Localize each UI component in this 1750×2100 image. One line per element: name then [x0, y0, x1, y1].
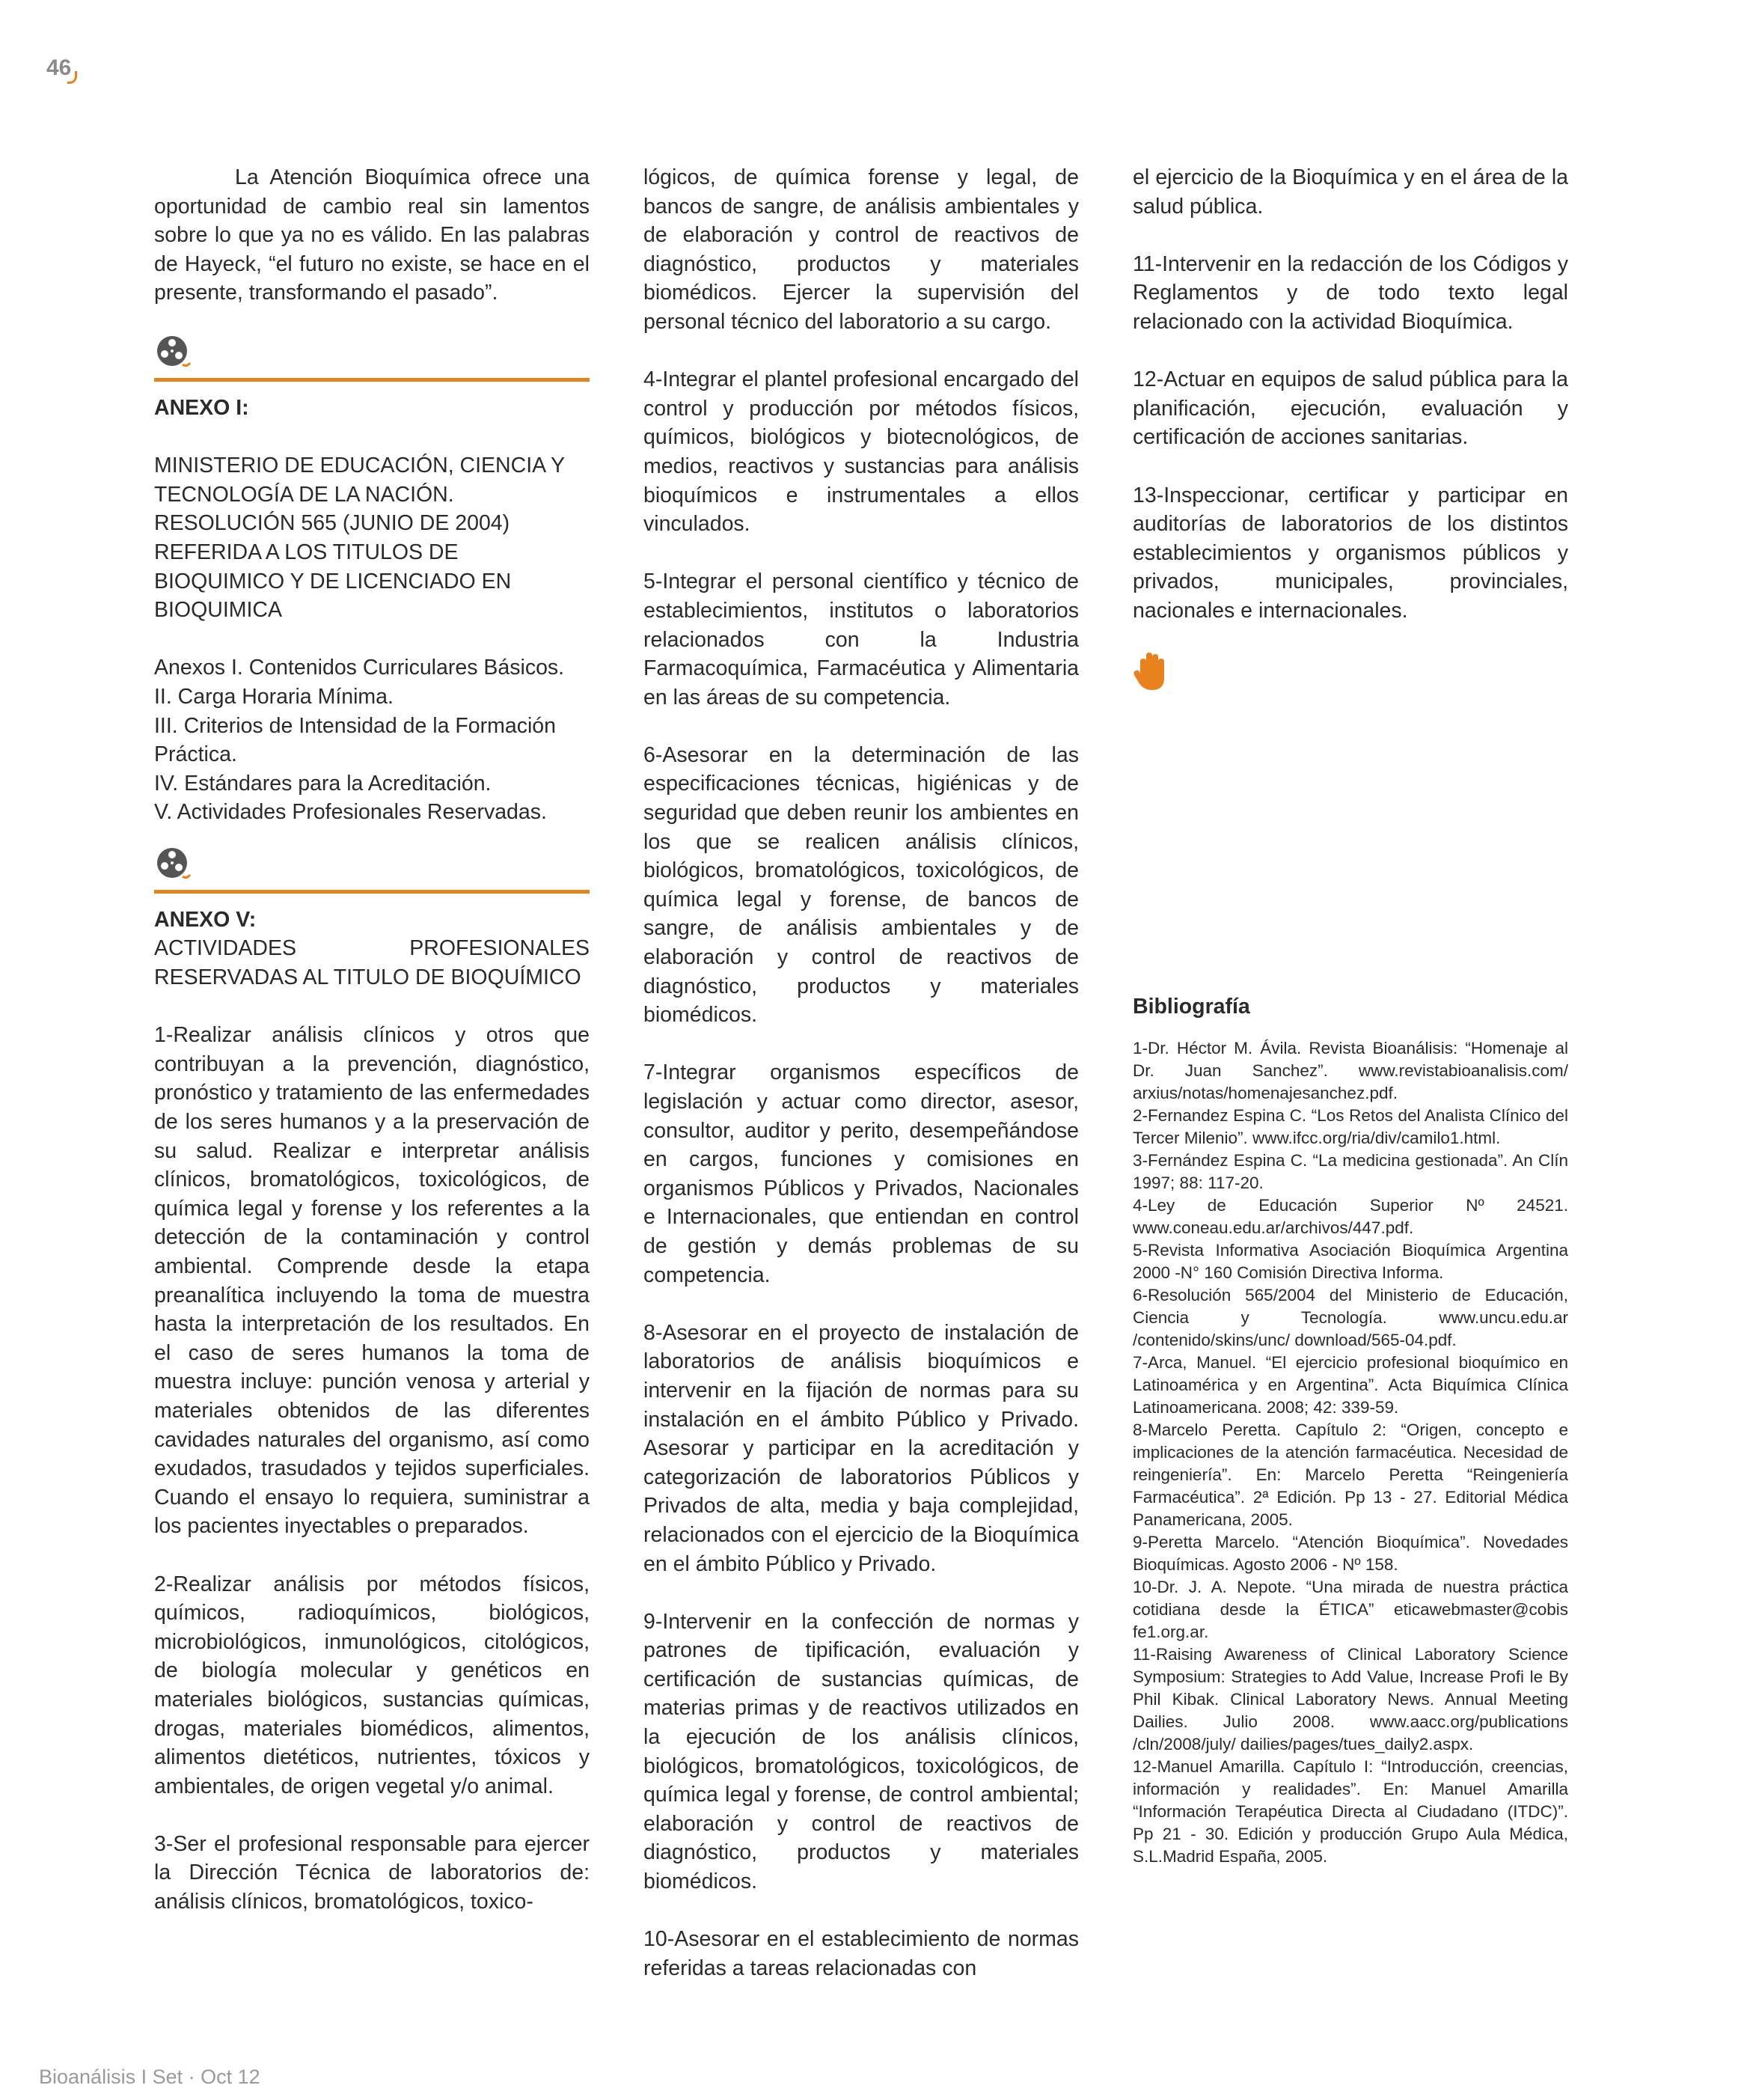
bibliography-entry: 5-Revista Informativa Asociación Bioquímica Argentina 2000 -N° 160 Comisión Directiva Informa.: [1133, 1240, 1568, 1282]
annex-list-item: V. Actividades Profesionales Reservadas.: [154, 800, 547, 825]
bibliography-entry: 9-Peretta Marcelo. “Atención Bioquímica”. Novedades Bioquímicas. Agosto 2006 - Nº 158.: [1133, 1532, 1568, 1574]
activity-item-12: 12-Actuar en equipos de salud pública para la planificación, ejecución, evaluación y certificación de acciones sanitarias.: [1133, 367, 1568, 450]
annex-list-item: II. Carga Horaria Mínima.: [154, 684, 394, 709]
activity-item-6: 6-Asesorar en la determinación de las especificaciones técnicas, higiénicas y de seguridad que deben reunir los ambientes en los que se realicen análisis clínicos, biológicos, bromatológicos, toxicológicos, de química legal y forense, de bancos de sangre, de análisis ambientales y de elaboración y control de reactivos de diagnóstico, productos y materiales biomédicos.: [643, 742, 1079, 1028]
bibliography-entry: 1-Dr. Héctor M. Ávila. Revista Bioanálisis: “Homenaje al Dr. Juan Sanchez”. www.revistabioanalisis.com/ arxius/notas/homenajesanchez.pdf.: [1133, 1038, 1568, 1102]
bibliography-entry: 7-Arca, Manuel. “El ejercicio profesional bioquímico en Latinoamérica y en Argentina”. Acta Biquímica Clínica Latinoamericana. 2008; 42: 339-59.: [1133, 1352, 1568, 1417]
film-reel-icon: [156, 846, 192, 882]
activity-item-8: 8-Asesorar en el proyecto de instalación de laboratorios de análisis bioquímicos e intervenir en la fijación de normas para su instalación en el ámbito Público y Privado. Asesorar y participar en la acreditación y categorización de laboratorios Públicos y Privados de alta, media y baja complejidad, relacionados con el ejercicio de la Bioquímica en el ámbito Público y Privado.: [643, 1320, 1079, 1576]
activity-item-4: 4-Integrar el plantel profesional encargado del control y producción por métodos físicos, químicos, biológicos y biotecnológicos, de medios, reactivos y sustancias para análisis bioquímicos e instrumentales a ellos vinculados.: [643, 367, 1079, 537]
column-3: [1133, 163, 1568, 1868]
column-1: [154, 163, 590, 1917]
section-divider-1: [154, 329, 590, 378]
annex-list: [154, 653, 590, 827]
activity-item-10-start: 10-Asesorar en el establecimiento de normas referidas a tareas relacionadas con: [643, 1927, 1079, 1980]
column-2: [643, 163, 1079, 1983]
page-number: 46: [46, 55, 72, 80]
bibliography-entry: 11-Raising Awareness of Clinical Laboratory Science Symposium: Strategies to Add Value, Increase Profi le By Phil Kibak. Clinical Laboratory News. Annual Meeting Dailies. Julio 2008. www.aacc.org/publications /cln/2008/july/ dailies/pages/tues_daily2.aspx.: [1133, 1644, 1568, 1753]
bibliography-entry: 4-Ley de Educación Superior Nº 24521. www.coneau.edu.ar/archivos/447.pdf.: [1133, 1195, 1568, 1237]
orange-rule: [154, 890, 590, 894]
annex-1-title: ANEXO I:: [154, 395, 249, 420]
annex-list-item: III. Criterios de Intensidad de la Formación Práctica.: [154, 713, 557, 767]
annex-list-item: IV. Estándares para la Acreditación.: [154, 771, 492, 796]
activity-item-2: 2-Realizar análisis por métodos físicos, químicos, radioquímicos, biológicos, microbiológicos, inmunológicos, citológicos, de biología molecular y genéticos en materiales biológicos, sustancias químicas, drogas, materiales biomédicos, alimentos, alimentos dietéticos, nutrientes, tóxicos y ambientales, de origen vegetal y/o animal.: [154, 1572, 590, 1798]
hand-icon: [1133, 651, 1169, 692]
annex-5-title: ANEXO V:: [154, 907, 257, 932]
bibliography-list: [1133, 1037, 1568, 1868]
intro-paragraph: La Atención Bioquímica ofrece una oportunidad de cambio real sin lamentos sobre lo que ya no es válido. En las palabras de Hayeck, “el futuro no existe, se hace en el presente, transformando el pasado”.: [154, 165, 590, 305]
bibliography-entry: 2-Fernandez Espina C. “Los Retos del Analista Clínico del Tercer Milenio”. www.ifcc.org/ria/div/camilo1.html.: [1133, 1105, 1568, 1147]
activity-item-11: 11-Intervenir en la redacción de los Códigos y Reglamentos y de todo texto legal relacionado con la actividad Bioquímica.: [1133, 251, 1568, 334]
orange-rule: [154, 378, 590, 382]
activity-item-1: 1-Realizar análisis clínicos y otros que contribuyan a la prevención, diagnóstico, pronóstico y tratamiento de las enfermedades de los seres humanos y a la preservación de su salud. Realizar e interpretar análisis clínicos, bromatológicos, toxicológicos, de química legal y forense y los referentes a la detección de la contaminación y control ambiental. Comprende desde la etapa preanalítica incluyendo la toma de muestra hasta la interpretación de los resultados. En el caso de seres humanos la toma de muestra incluye: punción venosa y arterial y materiales obtenidos de las diferentes cavidades naturales del organismo, así como exudados, trasudados y tejidos superficiales. Cuando el ensayo lo requiera, suministrar a los pacientes inyectables o preparados.: [154, 1023, 590, 1539]
activity-item-5: 5-Integrar el personal científico y técnico de establecimientos, institutos o laboratorios relacionados con la Industria Farmacoquímica, Farmacéutica y Alimentaria en las áreas de su competencia.: [643, 570, 1079, 709]
annex-list-item: Anexos I. Contenidos Curriculares Básicos.: [154, 656, 565, 680]
bibliography-title: Bibliografía: [1133, 994, 1250, 1019]
bibliography-entry: 3-Fernández Espina C. “La medicina gestionada”. An Clín 1997; 88: 117-20.: [1133, 1150, 1568, 1192]
bibliography-entry: 10-Dr. J. A. Nepote. “Una mirada de nuestra práctica cotidiana desde la ÉTICA” eticawebmaster@cobis fe1.org.ar.: [1133, 1577, 1568, 1641]
activity-item-9: 9-Intervenir en la confección de normas y patrones de tipificación, evaluación y certificación de sustancias químicas, de materias primas y de reactivos utilizados en la ejecución de los análisis clínicos, biológicos, bromatológicos, toxicológicos, de química legal y forense, de control ambiental; elaboración y control de reactivos de diagnóstico, productos y materiales biomédicos.: [643, 1609, 1079, 1894]
bibliography-entry: 12-Manuel Amarilla. Capítulo I: “Introducción, creencias, información y realidades”. En: Manuel Amarilla “Información Terapéutica Directa al Ciudadano (ITDC)”. Pp 21 - 30. Edición y producción Grupo Aula Médica, S.L.Madrid España, 2005.: [1133, 1756, 1568, 1866]
footer-publication: Bioanálisis I Set · Oct 12: [39, 2066, 260, 2088]
film-reel-icon: [156, 335, 192, 370]
activity-item-3-end: lógicos, de química forense y legal, de bancos de sangre, de análisis ambientales y de elaboración y control de reactivos de diagnóstico, productos y materiales biomédicos. Ejercer la supervisión del personal técnico del laboratorio a su cargo.: [643, 165, 1079, 334]
activity-item-7: 7-Integrar organismos específicos de legislación y actuar como director, asesor, consultor, auditor y perito, desempeñándose en cargos, funciones y comisiones en organismos Públicos y Privados, Nacionales e Internacionales, que entiendan en control de gestión y demás problemas de su competencia.: [643, 1060, 1079, 1287]
annex-1-ministry: MINISTERIO DE EDUCACIÓN, CIENCIA Y TECNOLOGÍA DE LA NACIÓN. RESOLUCIÓN 565 (JUNIO DE 2004) REFERIDA A LOS TITULOS DE BIOQUIMICO Y DE LICENCIADO EN BIOQUIMICA: [154, 454, 565, 623]
activity-item-10-end: el ejercicio de la Bioquímica y en el área de la salud pública.: [1133, 165, 1568, 219]
bibliography-entry: 6-Resolución 565/2004 del Ministerio de Educación, Ciencia y Tecnología. www.uncu.edu.ar /contenido/skins/unc/ download/565-04.pdf.: [1133, 1285, 1568, 1349]
section-divider-2: [154, 840, 590, 890]
activity-item-3-start: 3-Ser el profesional responsable para ejercer la Dirección Técnica de laboratorios de: análisis clínicos, bromatológicos, toxico-: [154, 1831, 590, 1914]
bibliography-section: [1133, 995, 1568, 1868]
activity-item-13: 13-Inspeccionar, certificar y participar en auditorías de laboratorios de los distintos establecimientos y organismos públicos y privados, municipales, provinciales, nacionales e internacionales.: [1133, 483, 1568, 623]
bibliography-entry: 8-Marcelo Peretta. Capítulo 2: “Origen, concepto e implicaciones de la atención farmacéutica. Necesidad de reingeniería”. En: Marcelo Peretta “Reingeniería Farmacéutica”. 2ª Edición. Pp 13 - 27. Editorial Médica Panamericana, 2005.: [1133, 1420, 1568, 1529]
annex-5-subtitle: ACTIVIDADES PROFESIONALES RESERVADAS AL TITULO DE BIOQUÍMICO: [154, 936, 590, 990]
